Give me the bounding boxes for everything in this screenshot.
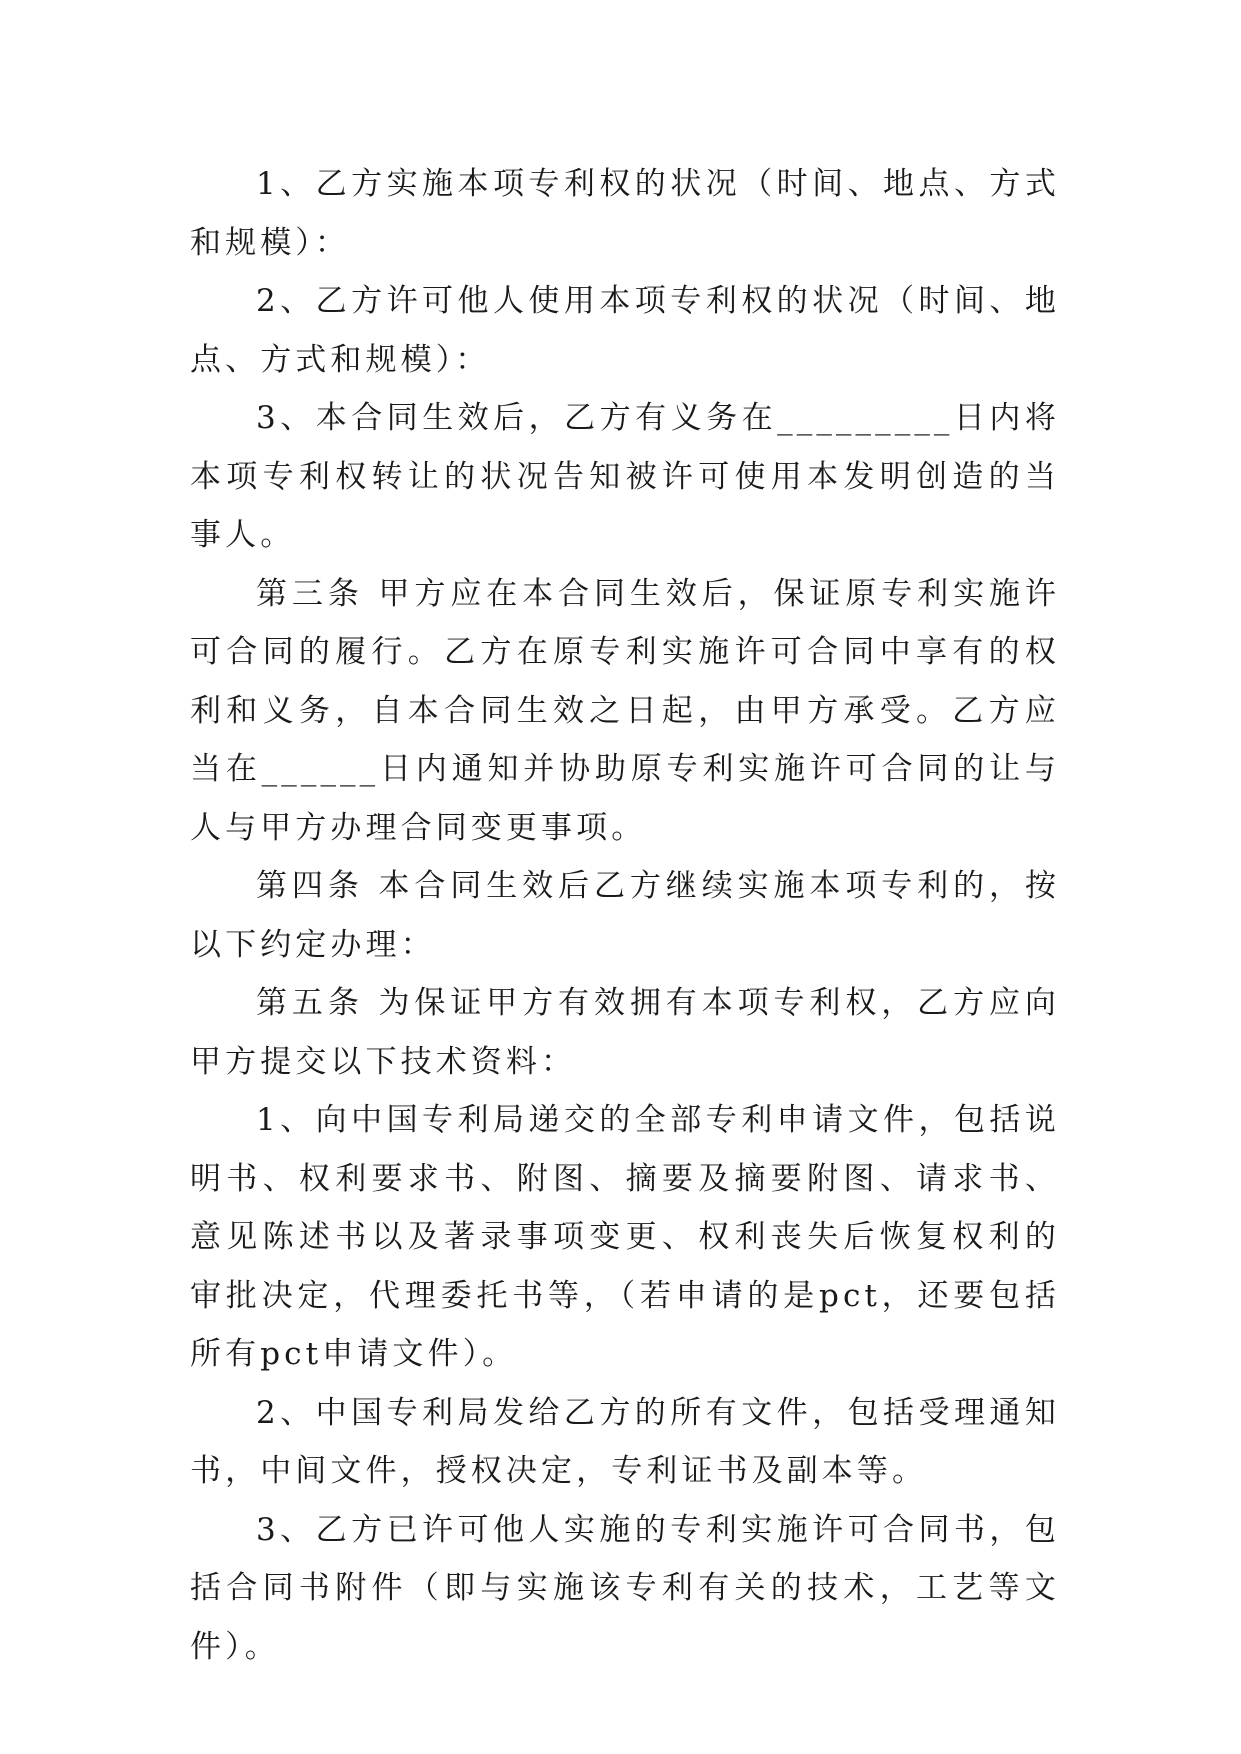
paragraph-article-4: 第四条 本合同生效后乙方继续实施本项专利的，按以下约定办理： — [190, 868, 1060, 963]
document-body — [190, 155, 1060, 1676]
paragraph-item-license-contracts: 3、乙方已许可他人实施的专利实施许可合同书，包括合同书附件（即与实施该专利有关的技术，工艺等文件）。 — [190, 1511, 1060, 1665]
paragraph-item-application-files: 1、向中国专利局递交的全部专利申请文件，包括说明书、权利要求书、附图、摘要及摘要附图、请求书、意见陈述书以及著录事项变更、权利丧失后恢复权利的审批决定，代理委托书等，（若申请的是pct，还要包括所有pct申请文件）。 — [190, 1102, 1060, 1372]
paragraph-article-5: 第五条 为保证甲方有效拥有本项专利权，乙方应向甲方提交以下技术资料： — [190, 985, 1060, 1080]
paragraph-notification-duty: 3、本合同生效后，乙方有义务在_________日内将本项专利权转让的状况告知被许可使用本发明创造的当事人。 — [190, 400, 1060, 553]
paragraph-article-3: 第三条 甲方应在本合同生效后，保证原专利实施许可合同的履行。乙方在原专利实施许可合同中享有的权利和义务，自本合同生效之日起，由甲方承受。乙方应当在______日内通知并协助原专利实施许可合同的让与人与甲方办理合同变更事项。 — [190, 575, 1060, 846]
paragraph-license-status: 2、乙方许可他人使用本项专利权的状况（时间、地点、方式和规模）： — [190, 283, 1060, 378]
paragraph-implementation-status: 1、乙方实施本项专利权的状况（时间、地点、方式和规模）： — [190, 166, 1060, 261]
paragraph-item-office-documents: 2、中国专利局发给乙方的所有文件，包括受理通知书，中间文件，授权决定，专利证书及副本等。 — [190, 1394, 1060, 1489]
